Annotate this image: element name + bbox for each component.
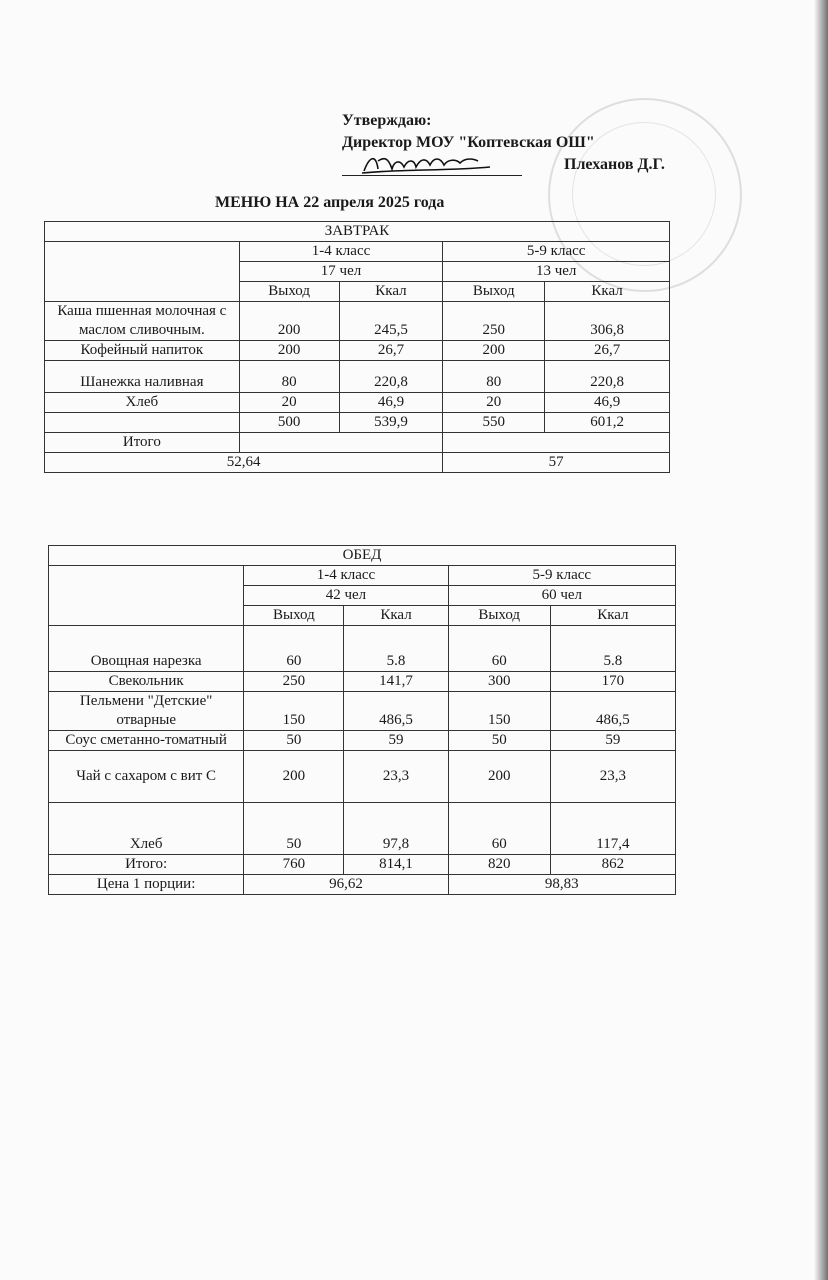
dish-output-a: 250 — [244, 672, 344, 692]
dish-output-b: 250 — [443, 302, 545, 341]
dish-output-b: 300 — [448, 672, 550, 692]
dish-kcal-b: 46,9 — [545, 393, 670, 413]
dish-kcal-b: 26,7 — [545, 341, 670, 361]
table-row — [49, 692, 676, 731]
dish-output-a: 60 — [244, 626, 344, 672]
breakfast-group-a: 1-4 класс — [239, 242, 443, 262]
dish-name: Хлеб — [45, 393, 240, 413]
lunch-group-a: 1-4 класс — [244, 566, 448, 586]
breakfast-group-b: 5-9 класс — [443, 242, 670, 262]
dish-kcal-b: 170 — [550, 672, 675, 692]
table-row — [49, 672, 676, 692]
dish-output-a: 50 — [244, 803, 344, 855]
approval-position: Директор МОУ "Коптевская ОШ" — [342, 134, 595, 151]
dish-output-b: 200 — [443, 341, 545, 361]
page-edge-shadow — [814, 0, 828, 1280]
handwritten-signature — [360, 151, 510, 177]
dish-output-a: 200 — [239, 302, 339, 341]
approver-name: Плеханов Д.Г. — [564, 156, 665, 173]
totals-blank — [45, 413, 240, 433]
dish-kcal-a: 141,7 — [344, 672, 448, 692]
lunch-col-out-a: Выход — [244, 606, 344, 626]
table-row — [45, 393, 670, 413]
dish-kcal-a: 220,8 — [339, 361, 443, 393]
dish-kcal-a: 23,3 — [344, 751, 448, 803]
breakfast-col-kcal-b: Ккал — [545, 282, 670, 302]
dish-name: Свекольник — [49, 672, 244, 692]
dish-output-b: 60 — [448, 803, 550, 855]
lunch-count-a: 42 чел — [244, 586, 448, 606]
breakfast-total-blank-a — [239, 433, 443, 453]
lunch-price-label: Цена 1 порции: — [49, 875, 244, 895]
lunch-header-blank — [49, 566, 244, 626]
table-row — [49, 803, 676, 855]
dish-output-b: 80 — [443, 361, 545, 393]
dish-kcal-b: 486,5 — [550, 692, 675, 731]
breakfast-col-out-a: Выход — [239, 282, 339, 302]
table-row — [49, 731, 676, 751]
table-row — [49, 751, 676, 803]
breakfast-count-a: 17 чел — [239, 262, 443, 282]
dish-output-a: 150 — [244, 692, 344, 731]
lunch-price-a: 96,62 — [244, 875, 448, 895]
table-row — [45, 361, 670, 393]
total-output-a: 500 — [239, 413, 339, 433]
dish-kcal-b: 220,8 — [545, 361, 670, 393]
dish-kcal-a: 59 — [344, 731, 448, 751]
dish-output-b: 50 — [448, 731, 550, 751]
breakfast-col-out-b: Выход — [443, 282, 545, 302]
dish-kcal-a: 26,7 — [339, 341, 443, 361]
approval-heading: Утверждаю: — [342, 112, 432, 129]
total-kcal-b: 601,2 — [545, 413, 670, 433]
dish-kcal-b: 59 — [550, 731, 675, 751]
lunch-col-kcal-a: Ккал — [344, 606, 448, 626]
breakfast-col-kcal-a: Ккал — [339, 282, 443, 302]
dish-name: Хлеб — [49, 803, 244, 855]
lunch-col-kcal-b: Ккал — [550, 606, 675, 626]
dish-name: Шанежка наливная — [45, 361, 240, 393]
dish-kcal-b: 5.8 — [550, 626, 675, 672]
total-output-b: 820 — [448, 855, 550, 875]
table-row — [45, 341, 670, 361]
dish-kcal-a: 5.8 — [344, 626, 448, 672]
lunch-section-header: ОБЕД — [49, 546, 676, 566]
breakfast-total-label: Итого — [45, 433, 240, 453]
total-kcal-a: 814,1 — [344, 855, 448, 875]
dish-kcal-b: 306,8 — [545, 302, 670, 341]
dish-name: Кофейный напиток — [45, 341, 240, 361]
total-kcal-b: 862 — [550, 855, 675, 875]
dish-name: Чай с сахаром с вит С — [49, 751, 244, 803]
dish-output-b: 200 — [448, 751, 550, 803]
dish-output-a: 200 — [239, 341, 339, 361]
approval-block — [342, 110, 665, 176]
dish-output-b: 60 — [448, 626, 550, 672]
totals-row — [49, 855, 676, 875]
breakfast-table — [44, 221, 670, 473]
breakfast-total-blank-b — [443, 433, 670, 453]
breakfast-price-b: 57 — [443, 453, 670, 473]
total-output-a: 760 — [244, 855, 344, 875]
breakfast-header-blank — [45, 242, 240, 302]
dish-kcal-a: 245,5 — [339, 302, 443, 341]
dish-kcal-b: 117,4 — [550, 803, 675, 855]
menu-title: МЕНЮ НА 22 апреля 2025 года — [215, 194, 445, 211]
lunch-table — [48, 545, 676, 895]
dish-kcal-b: 23,3 — [550, 751, 675, 803]
dish-kcal-a: 486,5 — [344, 692, 448, 731]
lunch-total-label: Итого: — [49, 855, 244, 875]
total-kcal-a: 539,9 — [339, 413, 443, 433]
breakfast-section-header: ЗАВТРАК — [45, 222, 670, 242]
total-output-b: 550 — [443, 413, 545, 433]
dish-output-a: 80 — [239, 361, 339, 393]
totals-row — [45, 413, 670, 433]
approval-signature-line — [342, 154, 665, 176]
table-row — [49, 626, 676, 672]
dish-output-a: 200 — [244, 751, 344, 803]
dish-kcal-a: 97,8 — [344, 803, 448, 855]
lunch-col-out-b: Выход — [448, 606, 550, 626]
breakfast-price-a: 52,64 — [45, 453, 443, 473]
table-row — [45, 302, 670, 341]
lunch-count-b: 60 чел — [448, 586, 675, 606]
dish-name: Соус сметанно-томатный — [49, 731, 244, 751]
lunch-group-b: 5-9 класс — [448, 566, 675, 586]
dish-output-b: 20 — [443, 393, 545, 413]
breakfast-count-b: 13 чел — [443, 262, 670, 282]
dish-output-a: 20 — [239, 393, 339, 413]
dish-output-b: 150 — [448, 692, 550, 731]
dish-name: Пельмени "Детские" отварные — [49, 692, 244, 731]
dish-name: Овощная нарезка — [49, 626, 244, 672]
dish-name: Каша пшенная молочная с маслом сливочным. — [45, 302, 240, 341]
dish-kcal-a: 46,9 — [339, 393, 443, 413]
price-row — [49, 875, 676, 895]
signature-line — [342, 157, 522, 176]
dish-output-a: 50 — [244, 731, 344, 751]
lunch-price-b: 98,83 — [448, 875, 675, 895]
